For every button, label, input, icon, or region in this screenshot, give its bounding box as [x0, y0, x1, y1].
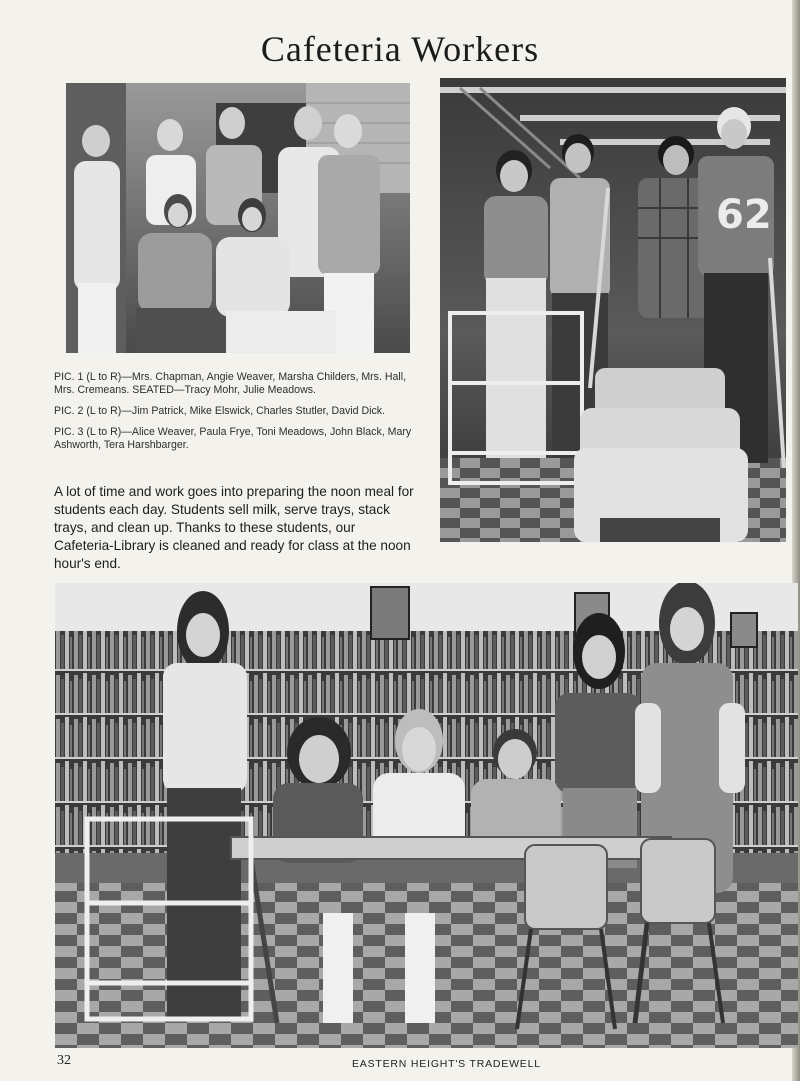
publication-footer: EASTERN HEIGHT'S TRADEWELL	[352, 1058, 541, 1070]
page-title: Cafeteria Workers	[260, 29, 540, 69]
caption-pic-3: PIC. 3 (L to R)—Alice Weaver, Paula Frye, Toni Meadows, John Black, Mary Ashworth, Tera Harshbarger.	[54, 426, 412, 451]
photo-library-workers	[55, 583, 798, 1048]
photo-cleanup-crew	[440, 78, 786, 542]
photo-captions	[54, 371, 414, 460]
caption-pic-1: PIC. 1 (L to R)—Mrs. Chapman, Angie Weaver, Marsha Childers, Mrs. Hall, Mrs. Cremeans. SEATED—Tracy Mohr, Julie Meadows.	[54, 371, 407, 396]
page-number: 32	[57, 1053, 71, 1068]
jersey-number: 62	[716, 192, 772, 238]
photo-cafeteria-staff	[66, 83, 410, 353]
body-paragraph: A lot of time and work goes into preparing the noon meal for students each day. Students sell milk, serve trays, stack trays, and clean up. Thanks to these students, our Cafeteria-Library is cleaned and ready for class at the noon hour's end.	[54, 484, 414, 571]
caption-pic-2: PIC. 2 (L to R)—Jim Patrick, Mike Elswick, Charles Stutler, David Dick.	[54, 405, 386, 417]
